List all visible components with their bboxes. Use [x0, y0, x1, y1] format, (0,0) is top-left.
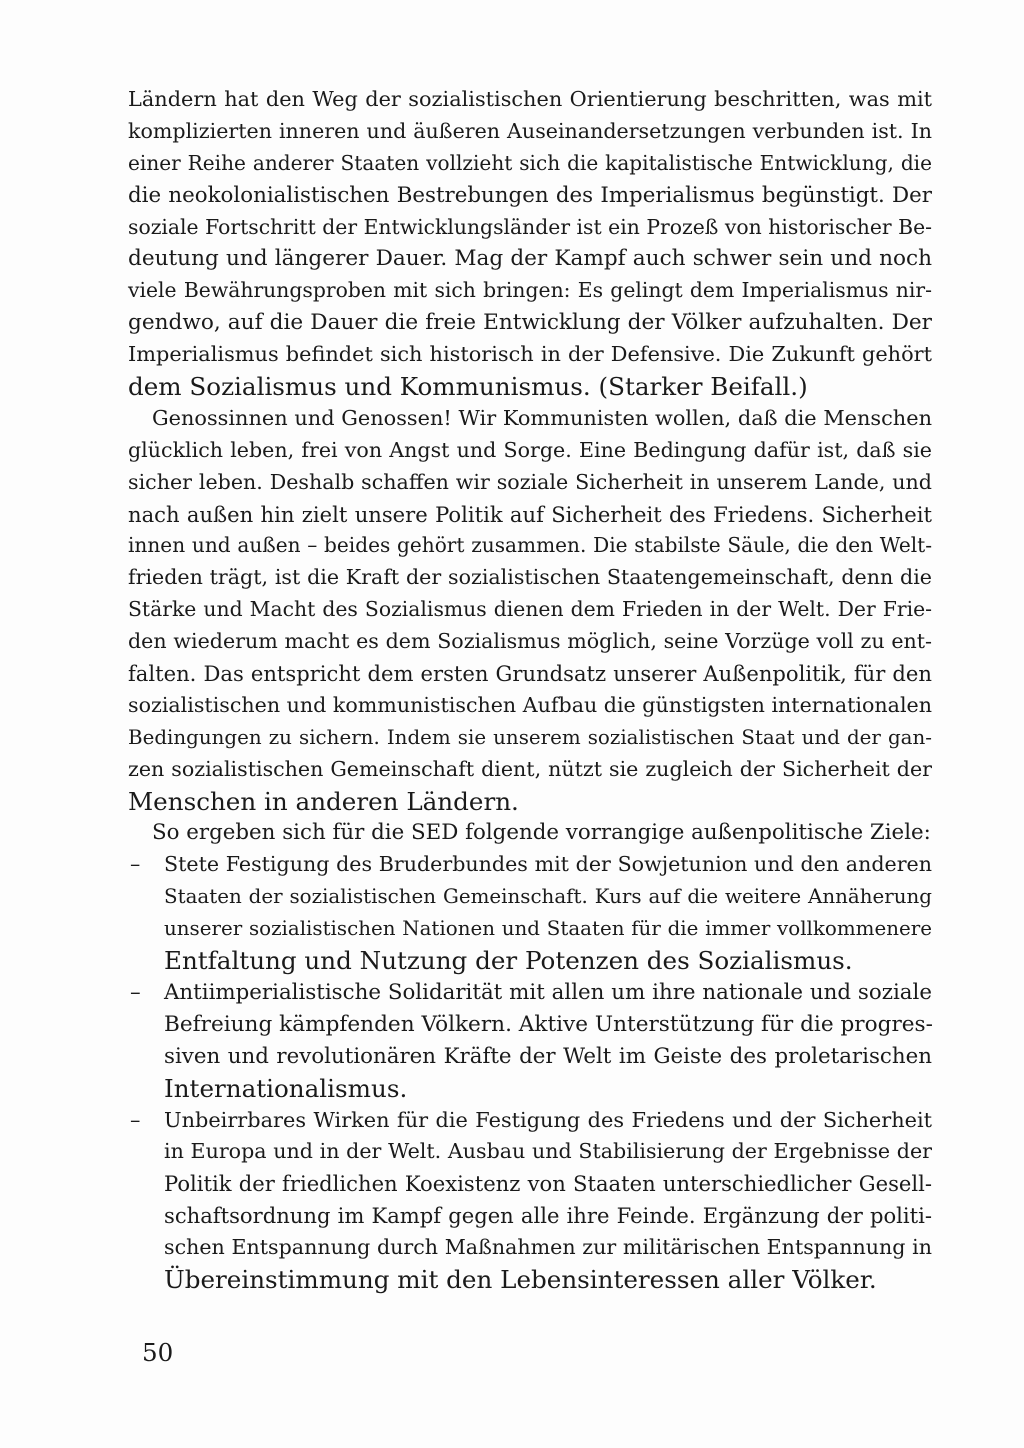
- dash-bullet: –: [130, 979, 141, 1005]
- text-line: Bedingungen zu sichern. Indem sie unserem sozialistischen Staat und der gan-: [128, 725, 932, 749]
- text-line: den wiederum macht es dem Sozialismus möglich, seine Vorzüge voll zu ent-: [128, 629, 932, 654]
- text-line: unserer sozialistischen Nationen und Staaten für die immer vollkommenere: [164, 917, 932, 941]
- bullet-item: [128, 849, 932, 977]
- text-line: deutung und längerer Dauer. Mag der Kampf auch schwer sein und noch: [128, 246, 932, 272]
- text-line: schaftsordnung im Kampf gegen alle ihre Feinde. Ergänzung der politi-: [164, 1203, 932, 1229]
- bullet-text: Stete Festigung des Bruderbundes mit der Sowjetunion und den anderen: [164, 852, 932, 877]
- dash-bullet: –: [130, 1107, 141, 1132]
- text-line: Entfaltung und Nutzung der Potenzen des Sozialismus.: [164, 946, 853, 976]
- text-line: Imperialismus befindet sich historisch in der Defensive. Die Zukunft gehört: [128, 342, 932, 367]
- text-line: sozialistischen und kommunistischen Aufbau die günstigsten internationalen: [128, 692, 932, 717]
- text-line: glücklich leben, frei von Angst und Sorge. Eine Bedingung dafür ist, daß sie: [128, 437, 932, 462]
- paragraph: [128, 84, 932, 403]
- text-line: Genossinnen und Genossen! Wir Kommunisten wollen, daß die Menschen: [152, 405, 932, 430]
- bullet-text: Antiimperialistische Solidarität mit allen um ihre nationale und soziale: [164, 979, 932, 1005]
- text-line: schen Entspannung durch Maßnahmen zur militärischen Entspannung in: [164, 1235, 932, 1260]
- text-line: Ländern hat den Weg der sozialistischen Orientierung beschritten, was mit: [128, 87, 932, 111]
- text-line: die neokolonialistischen Bestrebungen des Imperialismus begünstigt. Der: [128, 182, 932, 208]
- text-line: nach außen hin zielt unsere Politik auf Sicherheit des Friedens. Sicherheit: [128, 501, 932, 527]
- text-line: [128, 1105, 932, 1137]
- paragraph: [128, 403, 932, 818]
- text-line: viele Bewährungsproben mit sich bringen: Es gelingt dem Imperialismus nir-: [128, 278, 932, 303]
- bullet-item: [128, 977, 932, 1105]
- text-line: Staaten der sozialistischen Gemeinschaft. Kurs auf die weitere Annäherung: [164, 885, 932, 909]
- text-line: gendwo, auf die Dauer die freie Entwicklung der Völker aufzuhalten. Der: [128, 310, 932, 336]
- text-line: Stärke und Macht des Sozialismus dienen dem Frieden in der Welt. Der Frie-: [128, 597, 932, 622]
- text-line: Menschen in anderen Ländern.: [128, 786, 519, 816]
- text-line: [128, 849, 932, 881]
- text-line: einer Reihe anderer Staaten vollzieht sich die kapitalistische Entwicklung, die: [128, 150, 932, 175]
- text-line: soziale Fortschritt der Entwicklungsländer ist ein Prozeß von historischer Be-: [128, 214, 932, 239]
- text-line: Übereinstimmung mit den Lebensinteressen aller Völker.: [164, 1264, 877, 1294]
- page-number: 50: [142, 1338, 174, 1367]
- bullet-item: [128, 1105, 932, 1296]
- text-line: in Europa und in der Welt. Ausbau und Stabilisierung der Ergebnisse der: [164, 1139, 932, 1164]
- text-line: So ergeben sich für die SED folgende vorrangige außenpolitische Ziele:: [152, 820, 931, 846]
- text-line: frieden trägt, ist die Kraft der sozialistischen Staatengemeinschaft, denn die: [128, 565, 932, 590]
- text-line: zen sozialistischen Gemeinschaft dient, nützt sie zugleich der Sicherheit der: [128, 756, 932, 781]
- text-line: Internationalismus.: [164, 1073, 408, 1103]
- dash-bullet: –: [130, 852, 141, 877]
- text-line: falten. Das entspricht dem ersten Grundsatz unserer Außenpolitik, für den: [128, 661, 932, 687]
- text-line: komplizierten inneren und äußeren Auseinandersetzungen verbunden ist. In: [128, 118, 932, 143]
- text-line: sicher leben. Deshalb schaffen wir soziale Sicherheit in unserem Lande, und: [128, 469, 932, 494]
- text-line: siven und revolutionären Kräfte der Welt im Geiste des proletarischen: [164, 1043, 932, 1069]
- text-line: innen und außen – beides gehört zusammen. Die stabilste Säule, die den Welt-: [128, 533, 932, 558]
- paragraph: [128, 817, 932, 849]
- bullet-text: Unbeirrbares Wirken für die Festigung des Friedens und der Sicherheit: [164, 1107, 932, 1132]
- text-line: [128, 977, 932, 1009]
- body-text: [128, 84, 932, 1296]
- text-line: Befreiung kämpfenden Völkern. Aktive Unterstützung für die progres-: [164, 1011, 933, 1037]
- text-line: Politik der friedlichen Koexistenz von Staaten unterschiedlicher Gesell-: [164, 1171, 932, 1197]
- text-line: dem Sozialismus und Kommunismus. (Starker Beifall.): [128, 372, 808, 402]
